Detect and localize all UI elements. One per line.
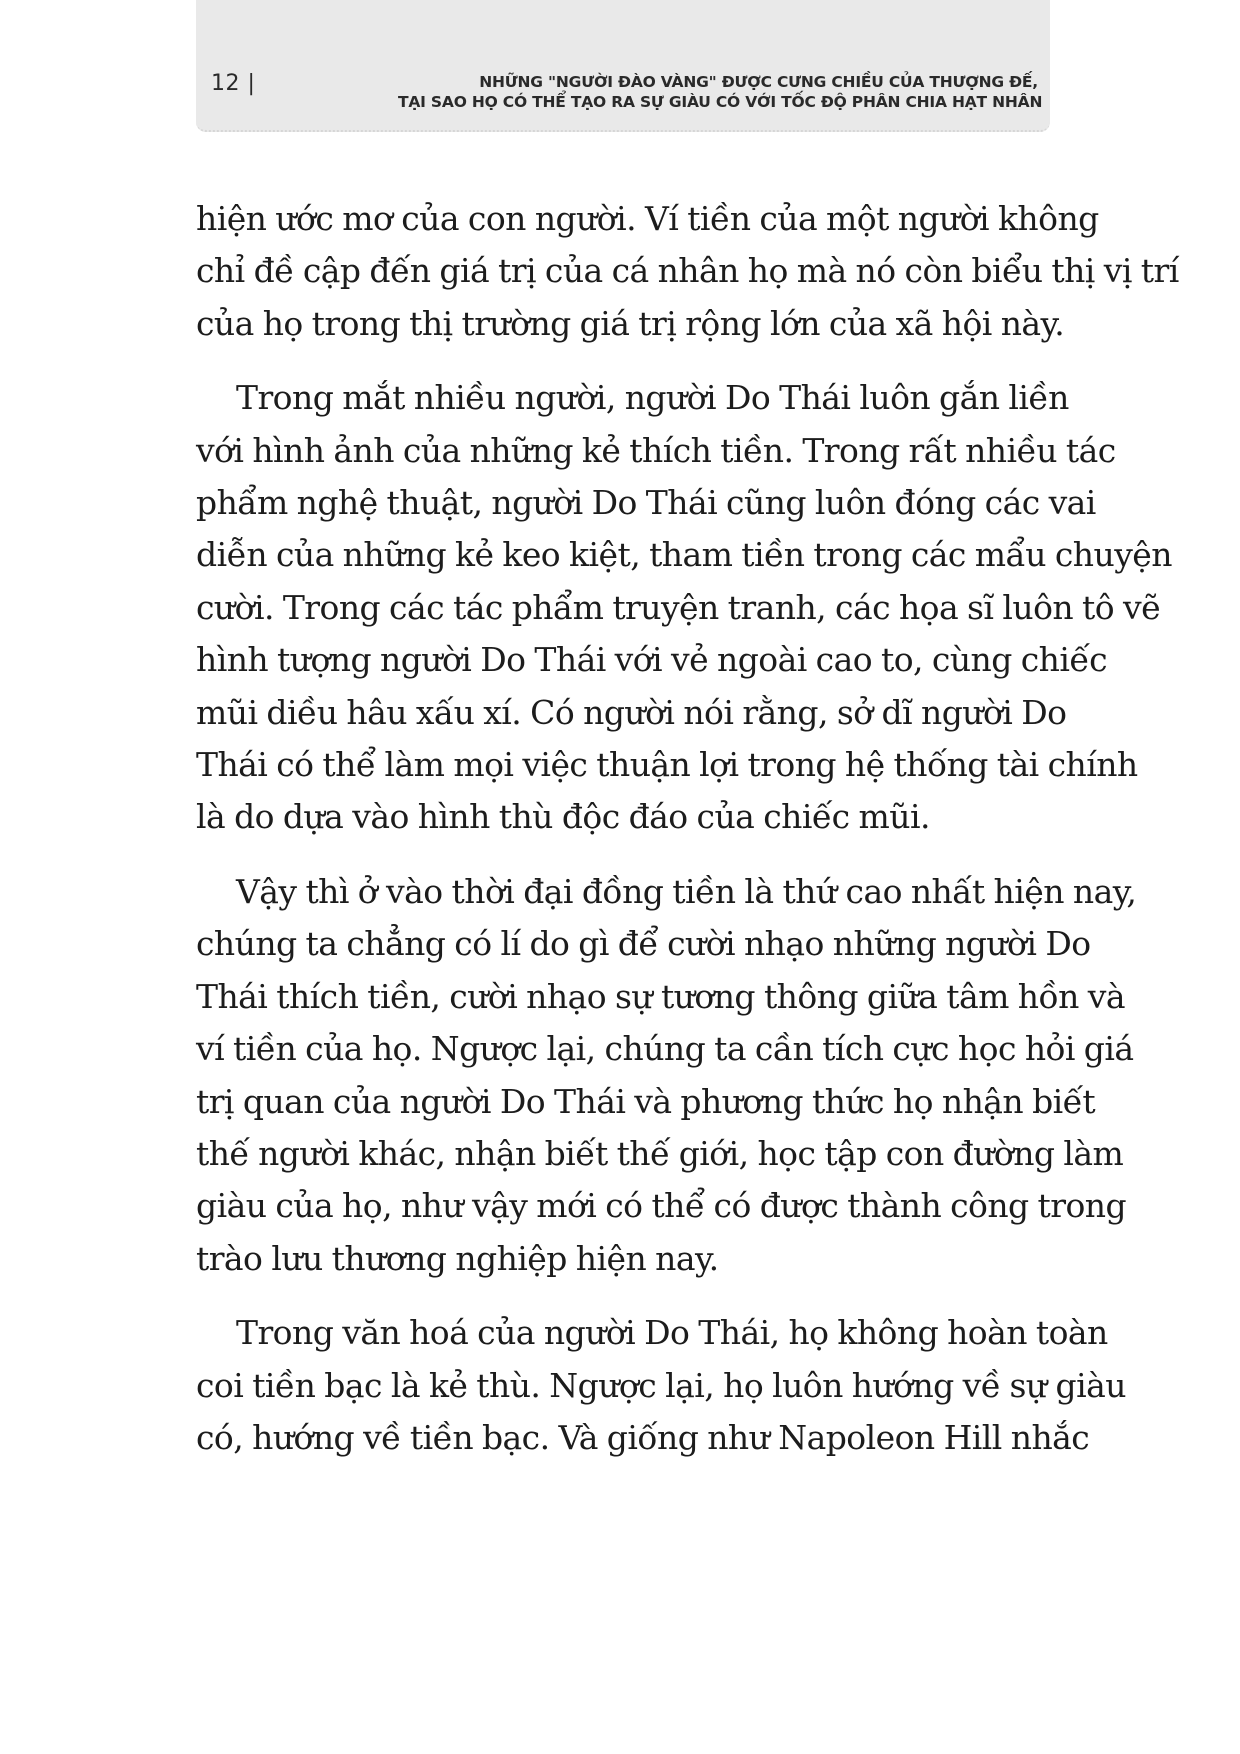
text-line: Trong văn hoá của người Do Thái, họ không hoàn toàn xyxy=(236,1313,1108,1353)
text-line: có, hướng về tiền bạc. Và giống như Napoleon Hill nhắc xyxy=(196,1417,1090,1457)
text-line: là do dựa vào hình thù độc đáo của chiếc mũi. xyxy=(196,797,930,837)
paragraph-2 xyxy=(196,372,1172,844)
text-line: thế người khác, nhận biết thế giới, học tập con đường làm xyxy=(196,1133,1124,1173)
text-line: mũi diều hâu xấu xí. Có người nói rằng, sở dĩ người Do xyxy=(196,692,1067,732)
text-line: trào lưu thương nghiệp hiện nay. xyxy=(196,1238,719,1278)
text-line: cười. Trong các tác phẩm truyện tranh, các họa sĩ luôn tô vẽ xyxy=(196,587,1161,627)
text-line: coi tiền bạc là kẻ thù. Ngược lại, họ luôn hướng về sự giàu xyxy=(196,1365,1126,1405)
text-line: Trong mắt nhiều người, người Do Thái luôn gắn liền xyxy=(236,378,1069,418)
text-line: hiện ước mơ của con người. Ví tiền của một người không xyxy=(196,199,1099,238)
text-line: với hình ảnh của những kẻ thích tiền. Trong rất nhiều tác xyxy=(196,430,1116,470)
text-line: phẩm nghệ thuật, người Do Thái cũng luôn đóng các vai xyxy=(196,483,1096,523)
text-line: của họ trong thị trường giá trị rộng lớn của xã hội này. xyxy=(196,303,1065,343)
text-line: diễn của những kẻ keo kiệt, tham tiền trong các mẩu chuyện xyxy=(196,535,1172,575)
text-line: Thái có thể làm mọi việc thuận lợi trong hệ thống tài chính xyxy=(196,745,1138,785)
body-text xyxy=(196,193,1179,1486)
page-number: 12 | xyxy=(211,71,256,96)
text-line: Thái thích tiền, cười nhạo sự tương thông giữa tâm hồn và xyxy=(196,976,1125,1016)
paragraph-3 xyxy=(196,866,1137,1285)
paragraph-1 xyxy=(196,193,1179,350)
text-line: giàu của họ, như vậy mới có thể có được thành công trong xyxy=(196,1186,1127,1226)
running-header-band xyxy=(196,0,1050,132)
running-header-line-1: NHỮNG "NGƯỜI ĐÀO VÀNG" ĐƯỢC CƯNG CHIỀU CỦA THƯỢNG ĐẾ, xyxy=(479,73,1038,91)
running-header xyxy=(398,72,1043,112)
text-line: hình tượng người Do Thái với vẻ ngoài cao to, cùng chiếc xyxy=(196,640,1108,680)
running-header-line-2: TẠI SAO HỌ CÓ THỂ TẠO RA SỰ GIÀU CÓ VỚI TỐC ĐỘ PHÂN CHIA HẠT NHÂN xyxy=(398,93,1043,111)
text-line: chỉ đề cập đến giá trị của cá nhân họ mà nó còn biểu thị vị trí xyxy=(196,251,1179,291)
paragraph-4 xyxy=(196,1307,1126,1464)
text-line: Vậy thì ở vào thời đại đồng tiền là thứ cao nhất hiện nay, xyxy=(236,871,1137,911)
text-line: ví tiền của họ. Ngược lại, chúng ta cần tích cực học hỏi giá xyxy=(196,1029,1134,1069)
text-line: chúng ta chẳng có lí do gì để cười nhạo những người Do xyxy=(196,924,1091,964)
text-line: trị quan của người Do Thái và phương thức họ nhận biết xyxy=(196,1081,1096,1121)
